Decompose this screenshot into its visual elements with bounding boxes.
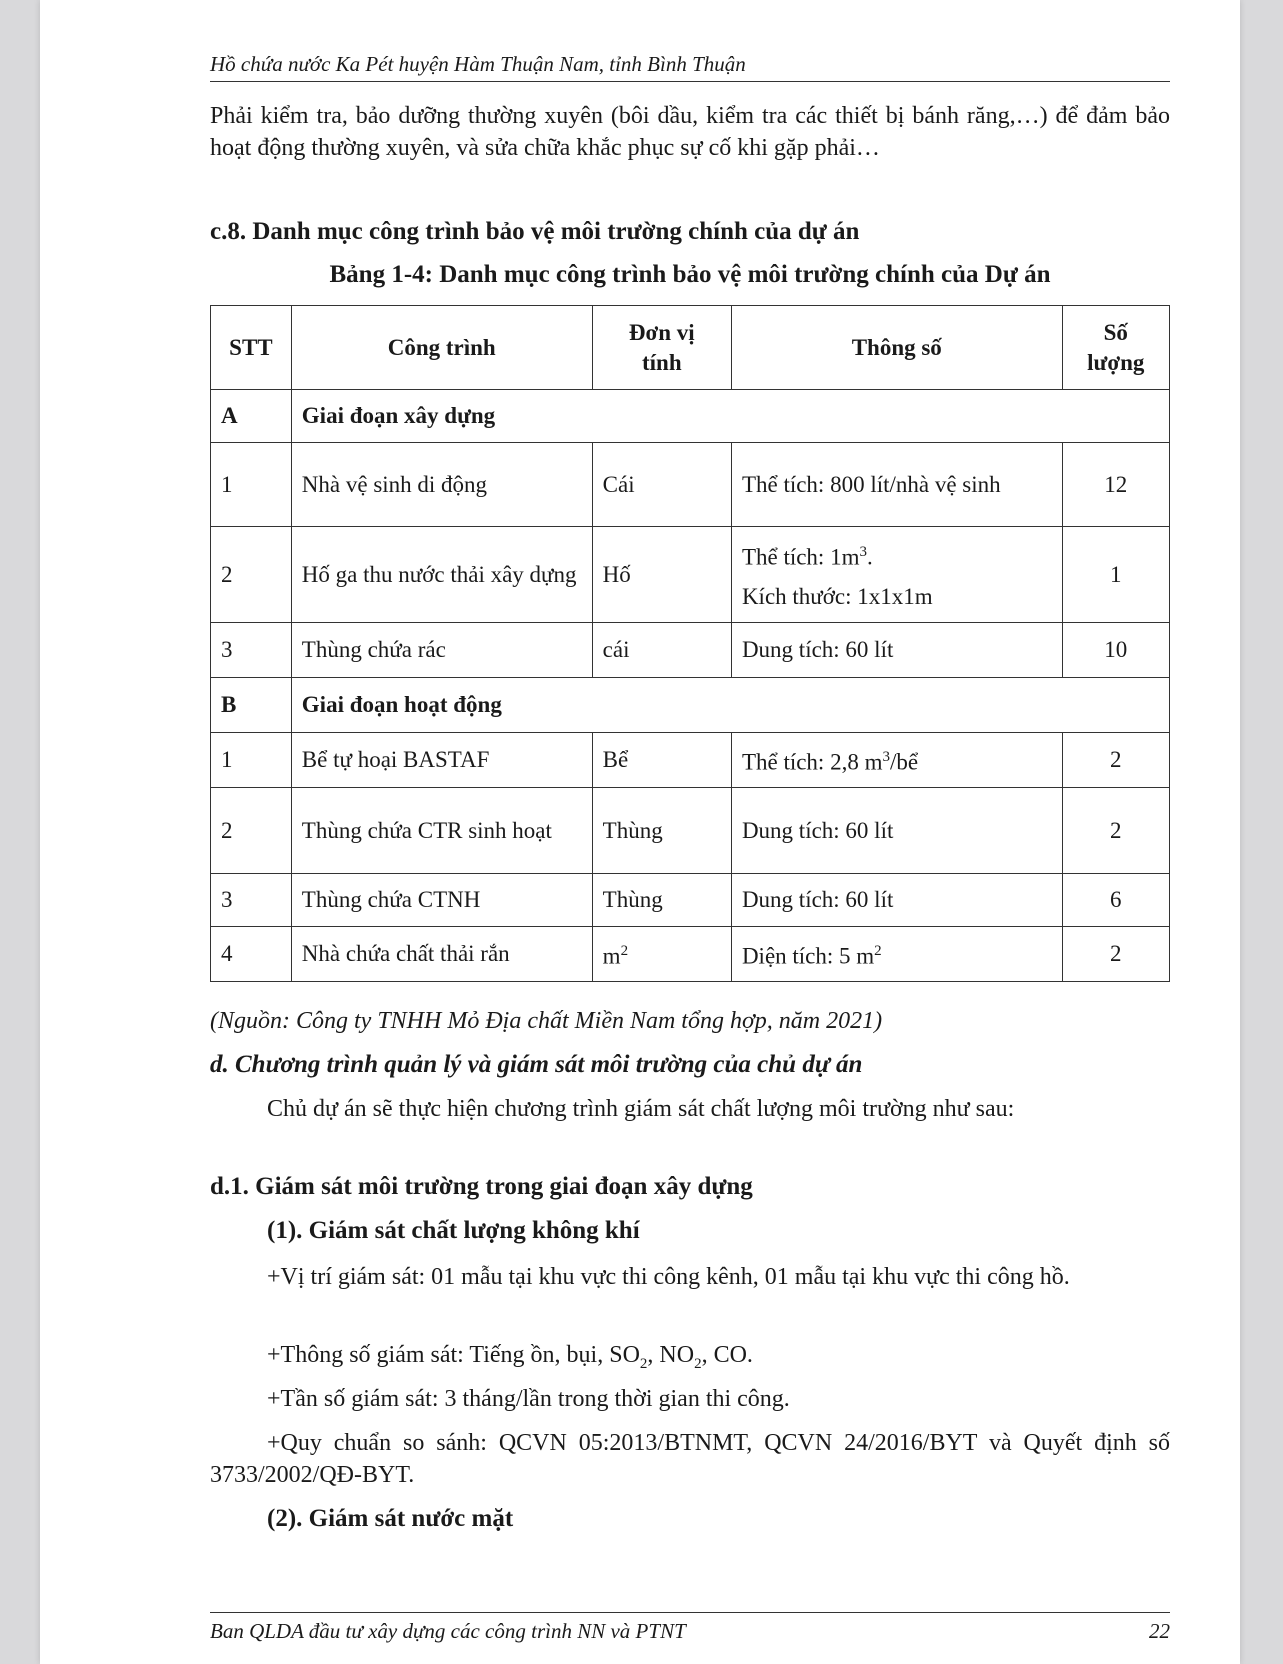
header-don-vi-line2: tính bbox=[641, 349, 682, 375]
table-row bbox=[211, 788, 1170, 874]
bullet-monitoring-location: +Vị trí giám sát: 01 mẫu tại khu vực thi công kênh, 01 mẫu tại khu vực thi công hồ. bbox=[267, 1264, 1070, 1290]
cell-don-vi: Hố bbox=[592, 527, 731, 623]
header-don-vi bbox=[592, 306, 731, 390]
page-header: Hồ chứa nước Ka Pét huyện Hàm Thuận Nam, tỉnh Bình Thuận bbox=[210, 52, 1170, 82]
cell-thong-so bbox=[731, 527, 1062, 623]
group-b-code: B bbox=[211, 678, 292, 733]
group-a-label: Giai đoạn xây dựng bbox=[291, 390, 1169, 443]
header-so-luong-line2: lượng bbox=[1087, 349, 1145, 375]
group-a-code: A bbox=[211, 390, 292, 443]
cell-thong-so: Diện tích: 5 $m^2$ bbox=[731, 927, 1062, 982]
cell-so-luong: 2 bbox=[1062, 733, 1169, 788]
cell-thong-so: Dung tích: 60 lít bbox=[731, 874, 1062, 927]
header-cong-trinh: Công trình bbox=[291, 306, 592, 390]
cell-so-luong: 2 bbox=[1062, 927, 1169, 982]
page-footer bbox=[210, 1612, 1170, 1644]
header-thong-so: Thông số bbox=[731, 306, 1062, 390]
cell-cong-trinh: Thùng chứa rác bbox=[291, 623, 592, 678]
section-d1-heading: d.1. Giám sát môi trường trong giai đoạn xây dựng bbox=[210, 1173, 753, 1200]
group-row-b bbox=[211, 678, 1170, 733]
cell-stt: 2 bbox=[211, 788, 292, 874]
table-row bbox=[211, 733, 1170, 788]
cell-don-vi: Thùng bbox=[592, 874, 731, 927]
cell-thong-so: Thể tích: 2,8 $m^3/bể$ bbox=[731, 733, 1062, 788]
cell-so-luong: 1 bbox=[1062, 527, 1169, 623]
table-row bbox=[211, 927, 1170, 982]
cell-stt: 2 bbox=[211, 527, 292, 623]
cell-stt: 3 bbox=[211, 623, 292, 678]
cell-cong-trinh: Thùng chứa CTR sinh hoạt bbox=[291, 788, 592, 874]
table-caption: Bảng 1-4: Danh mục công trình bảo vệ môi trường chính của Dự án bbox=[329, 261, 1051, 288]
cell-don-vi: cái bbox=[592, 623, 731, 678]
cell-cong-trinh: Thùng chứa CTNH bbox=[291, 874, 592, 927]
environment-works-table bbox=[210, 305, 1170, 982]
table-source-note: (Nguồn: Công ty TNHH Mỏ Địa chất Miền Nam tổng hợp, năm 2021) bbox=[210, 1008, 883, 1034]
page-number: 22 bbox=[1149, 1619, 1170, 1643]
header-so-luong-line1: Số bbox=[1103, 319, 1128, 345]
subheading-surface-water: (2). Giám sát nước mặt bbox=[267, 1505, 514, 1532]
cell-cong-trinh: Nhà vệ sinh di động bbox=[291, 443, 592, 527]
document-page bbox=[40, 0, 1240, 1664]
bullet-monitoring-frequency: +Tần số giám sát: 3 tháng/lần trong thời gian thi công. bbox=[267, 1386, 790, 1412]
table-row bbox=[211, 623, 1170, 678]
cell-cong-trinh: Nhà chứa chất thải rắn bbox=[291, 927, 592, 982]
header-so-luong bbox=[1062, 306, 1169, 390]
header-stt: STT bbox=[211, 306, 292, 390]
group-row-a bbox=[211, 390, 1170, 443]
table-header-row bbox=[211, 306, 1170, 390]
cell-cong-trinh: Hố ga thu nước thải xây dựng bbox=[291, 527, 592, 623]
intro-paragraph: Phải kiểm tra, bảo dưỡng thường xuyên (bôi dầu, kiểm tra các thiết bị bánh răng,…) để đảm bảo hoạt động thường xuyên, và sửa chữa khắc phục sự cố khi gặp phải… bbox=[210, 103, 1170, 161]
section-d-heading: d. Chương trình quản lý và giám sát môi trường của chủ dự án bbox=[210, 1051, 863, 1078]
cell-thong-so: Dung tích: 60 lít bbox=[731, 788, 1062, 874]
cell-stt: 1 bbox=[211, 443, 292, 527]
cell-thong-so: Thể tích: 800 lít/nhà vệ sinh bbox=[731, 443, 1062, 527]
cell-cong-trinh: Bể tự hoại BASTAF bbox=[291, 733, 592, 788]
bullet-monitoring-parameters: +Thông số giám sát: Tiếng ồn, bụi, $SO_2$, $NO_2$, CO. bbox=[267, 1342, 753, 1372]
cell-stt: 4 bbox=[211, 927, 292, 982]
thong-so-line-size: Kích thước: 1x1x1m bbox=[741, 584, 933, 610]
cell-thong-so: Dung tích: 60 lít bbox=[731, 623, 1062, 678]
table-row bbox=[211, 443, 1170, 527]
cell-don-vi: Thùng bbox=[592, 788, 731, 874]
cell-stt: 1 bbox=[211, 733, 292, 788]
section-c8-heading: c.8. Danh mục công trình bảo vệ môi trường chính của dự án bbox=[210, 218, 860, 245]
cell-so-luong: 12 bbox=[1062, 443, 1169, 527]
cell-so-luong: 2 bbox=[1062, 788, 1169, 874]
bullet-comparison-standards: +Quy chuẩn so sánh: QCVN 05:2013/BTNMT, QCVN 24/2016/BYT và Quyết định số 3733/2002/QĐ-BYT. bbox=[210, 1430, 1170, 1488]
section-d-paragraph: Chủ dự án sẽ thực hiện chương trình giám sát chất lượng môi trường như sau: bbox=[267, 1096, 1015, 1122]
cell-so-luong: 6 bbox=[1062, 874, 1169, 927]
thong-so-line-volume: Thể tích: $1m^3$. bbox=[741, 543, 873, 570]
subheading-air-quality: (1). Giám sát chất lượng không khí bbox=[267, 1217, 640, 1244]
group-b-label: Giai đoạn hoạt động bbox=[291, 678, 1169, 733]
cell-stt: 3 bbox=[211, 874, 292, 927]
cell-don-vi: $m^2$ bbox=[592, 927, 731, 982]
cell-so-luong: 10 bbox=[1062, 623, 1169, 678]
table-row bbox=[211, 874, 1170, 927]
footer-organization: Ban QLDA đầu tư xây dựng các công trình NN và PTNT bbox=[210, 1619, 686, 1643]
cell-don-vi: Bể bbox=[592, 733, 731, 788]
header-don-vi-line1: Đơn vị bbox=[628, 319, 695, 345]
cell-don-vi: Cái bbox=[592, 443, 731, 527]
table-row bbox=[211, 527, 1170, 623]
